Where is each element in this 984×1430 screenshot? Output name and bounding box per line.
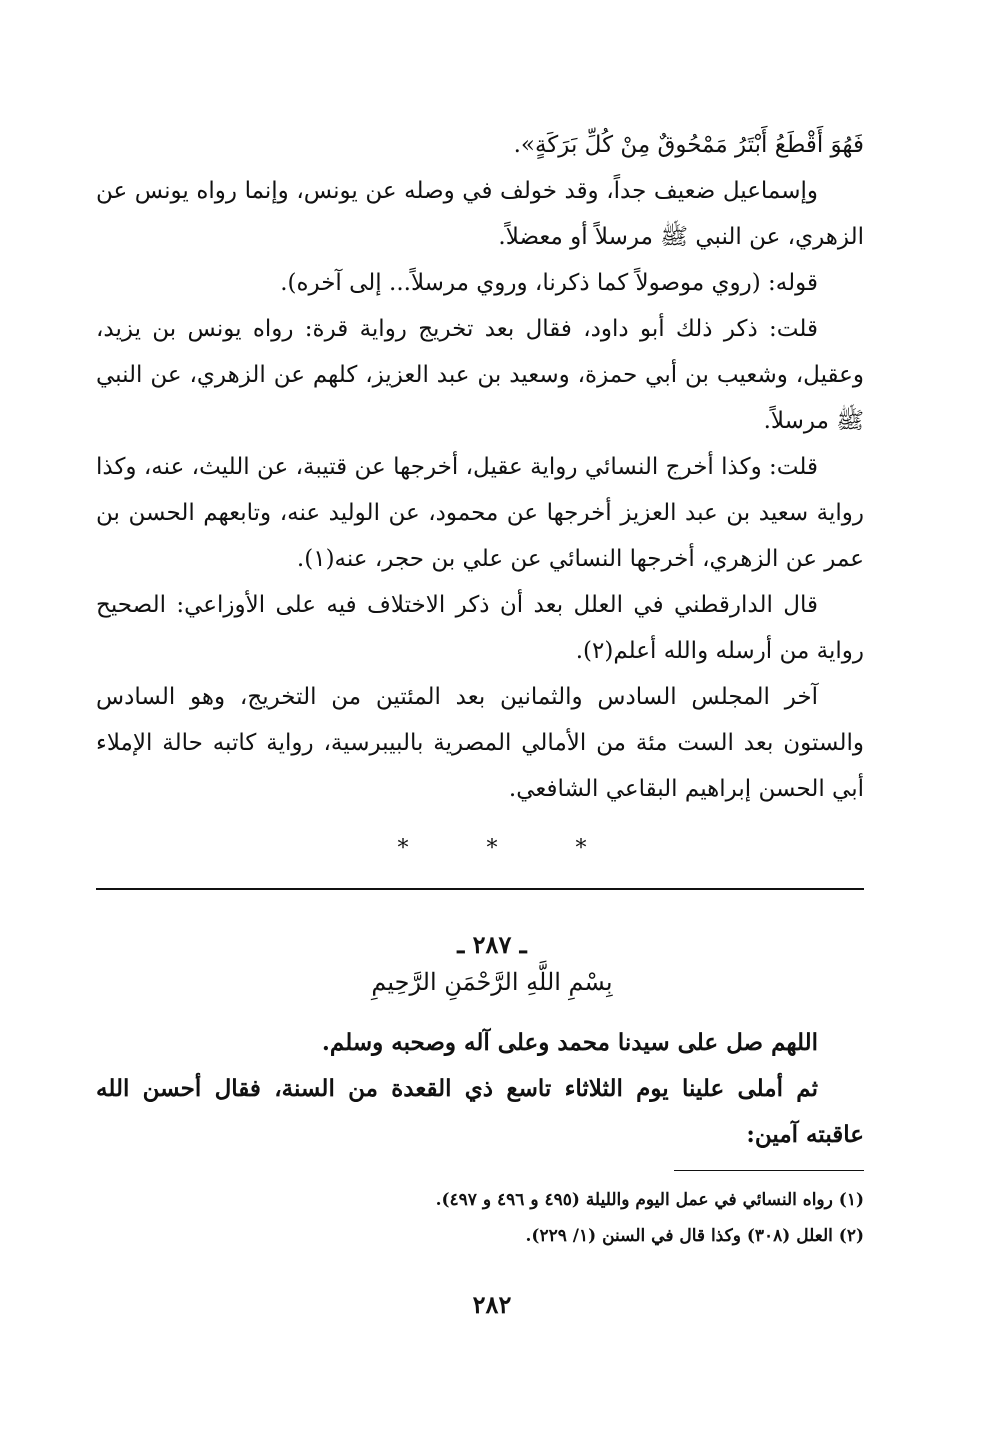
- paragraph-daraqutni: قال الدارقطني في العلل بعد أن ذكر الاختلاف فيه على الأوزاعي: الصحيح رواية من أرسله والله أعلم(٢).: [96, 592, 864, 664]
- paragraph-ismail: وإسماعيل ضعيف جداً، وقد خولف في وصله عن يونس، وإنما رواه يونس عن الزهري، عن النبي ﷺ مرسلاً أو معضلاً.: [96, 178, 864, 250]
- main-text: [96, 122, 864, 812]
- paragraph-abu-dawud: قلت: ذكر ذلك أبو داود، فقال بعد تخريج رواية قرة: رواه يونس بن يزيد، وعقيل، وشعيب بن أبي حمزة، وسعيد بن عبد العزيز، كلهم عن الزهري، عن النبي ﷺ مرسلاً.: [96, 316, 864, 434]
- basmala: بِسْمِ اللَّهِ الرَّحْمَنِ الرَّحِيمِ: [371, 968, 613, 996]
- footnotes: [200, 1182, 864, 1254]
- paragraph-session-end: آخر المجلس السادس والثمانين بعد المئتين من التخريج، وهو السادس والستون بعد الست مئة من الأمالي المصرية بالبيبرسية، رواية كاتبه حالة الإملاء أبي الحسن إبراهيم البقاعي الشافعي.: [96, 684, 864, 802]
- paragraph-dictation-date: ثم أملى علينا يوم الثلاثاء تاسع ذي القعدة من السنة، فقال أحسن الله عاقبته آمين:: [96, 1075, 864, 1148]
- new-session-text: [96, 1020, 864, 1158]
- star-glyph: *: [486, 836, 498, 861]
- star-glyph: *: [575, 836, 587, 861]
- star-glyph: *: [397, 836, 409, 861]
- paragraph-nasai: قلت: وكذا أخرج النسائي رواية عقيل، أخرجها عن قتيبة، عن الليث، عنه، وكذا رواية سعيد بن عبد العزيز أخرجها عن محمود، عن الوليد عنه، وتابعهم الحسن بن عمر عن الزهري، أخرجها النسائي عن علي بن حجر، عنه(١).: [96, 454, 864, 572]
- separator-stars: [0, 836, 984, 861]
- paragraph-salawat: اللهم صل على سيدنا محمد وعلى آله وصحبه وسلم.: [321, 1029, 818, 1056]
- paragraph-qawluh: قوله: (روي موصولاً كما ذكرنا، وروي مرسلاً... إلى آخره).: [280, 270, 818, 296]
- paragraph-hadith-end: فَهُوَ أَقْطَعُ أَبْتَرُ مَمْحُوقٌ مِنْ كُلِّ بَرَكَةٍ».: [513, 132, 864, 158]
- footnote-1: (١) رواه النسائي في عمل اليوم والليلة (٤٩٥ و ٤٩٦ و ٤٩٧).: [435, 1190, 864, 1210]
- page-number: ٢٨٢: [472, 1290, 512, 1319]
- footnote-2: (٢) العلل (٣٠٨) وكذا قال في السنن (١/ ٢٢٩).: [525, 1226, 864, 1246]
- footnote-rule: [674, 1170, 864, 1171]
- session-number: ـ ٢٨٧ ـ: [457, 930, 527, 959]
- section-divider: [96, 888, 864, 890]
